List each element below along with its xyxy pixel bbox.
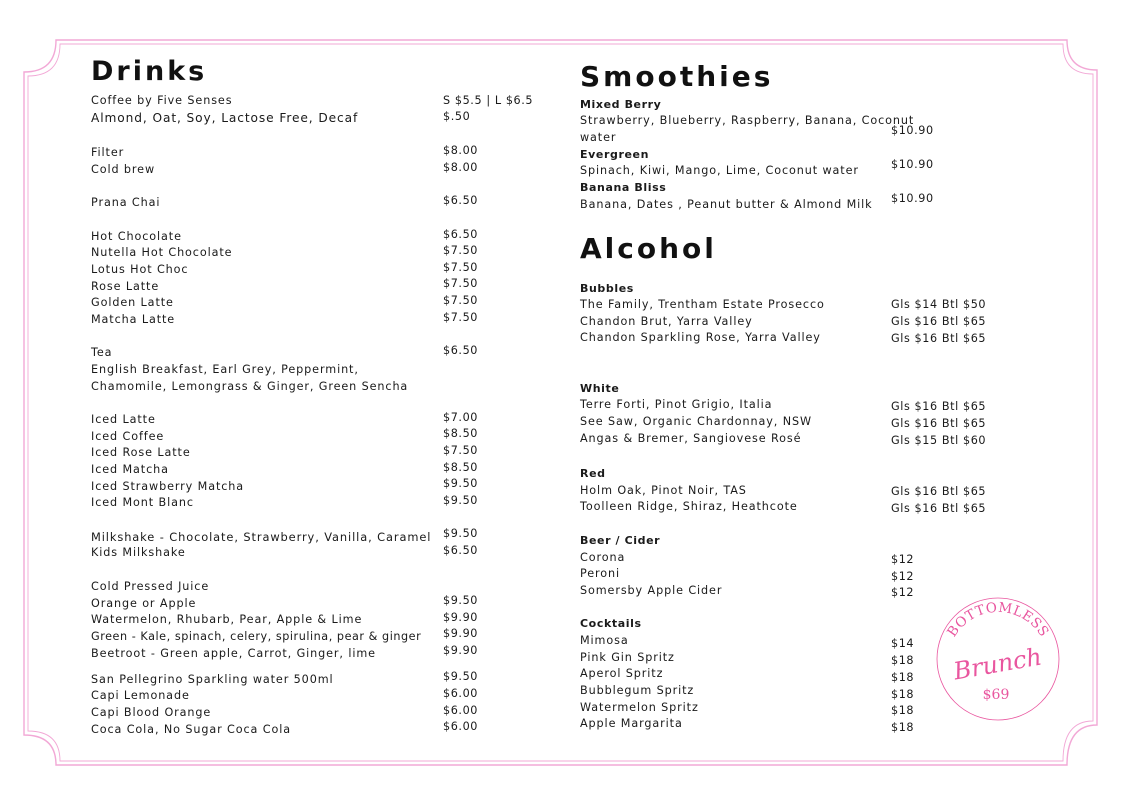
wine-name: Terre Forti, Pinot Grigio, Italia [580, 398, 773, 411]
wine-price: Gls $16 Btl $65 [891, 417, 987, 430]
smoothie-price: $10.90 [891, 192, 934, 205]
drink-name: Hot Chocolate [91, 230, 182, 243]
wine-price: Gls $16 Btl $65 [891, 315, 987, 328]
drink-price: $6.50 [443, 228, 479, 241]
beer-price: $12 [891, 570, 915, 583]
drink-name: Iced Coffee [91, 430, 165, 443]
drink-price: $7.50 [443, 244, 479, 257]
wine-name: Angas & Bremer, Sangiovese Rosé [580, 432, 802, 445]
wine-price: Gls $16 Btl $65 [891, 332, 987, 345]
drink-name: Iced Latte [91, 413, 156, 426]
drink-price: $8.00 [443, 144, 479, 157]
drink-name: Prana Chai [91, 196, 161, 209]
drink-price: $9.50 [443, 477, 479, 490]
drink-name: Kids Milkshake [91, 546, 186, 559]
smoothie-name: Mixed Berry [580, 98, 662, 111]
drink-name: Cold Pressed Juice [91, 580, 210, 593]
smoothie-price: $10.90 [891, 158, 934, 171]
cocktail-price: $18 [891, 654, 915, 667]
smoothie-desc: water [580, 131, 617, 144]
wine-name: The Family, Trentham Estate Prosecco [580, 298, 825, 311]
wine-price: Gls $14 Btl $50 [891, 298, 987, 311]
drink-price: $6.50 [443, 344, 479, 357]
drink-price: S $5.5 | L $6.5 [443, 94, 534, 107]
wine-price: Gls $15 Btl $60 [891, 434, 987, 447]
drink-name: Watermelon, Rhubarb, Pear, Apple & Lime [91, 613, 363, 626]
beer-price: $12 [891, 586, 915, 599]
cocktail-price: $18 [891, 704, 915, 717]
drink-price: $7.50 [443, 444, 479, 457]
cocktail-price: $18 [891, 721, 915, 734]
drink-price: $6.00 [443, 704, 479, 717]
drink-name: Tea [91, 346, 113, 359]
smoothie-name: Banana Bliss [580, 181, 667, 194]
drink-name: Iced Strawberry Matcha [91, 480, 245, 493]
cocktail-name: Apple Margarita [580, 717, 683, 730]
drink-name: Iced Matcha [91, 463, 169, 476]
cocktail-name: Bubblegum Spritz [580, 684, 695, 697]
beer-cider-heading: Beer / Cider [580, 534, 661, 547]
drink-price: $6.50 [443, 194, 479, 207]
bubbles-heading: Bubbles [580, 282, 634, 295]
cocktail-price: $14 [891, 637, 915, 650]
drink-price: $9.50 [443, 527, 479, 540]
cocktail-price: $18 [891, 671, 915, 684]
wine-name: Chandon Brut, Yarra Valley [580, 315, 753, 328]
beer-name: Somersby Apple Cider [580, 584, 723, 597]
drink-name: Nutella Hot Chocolate [91, 246, 233, 259]
wine-price: Gls $16 Btl $65 [891, 400, 987, 413]
drink-price: $6.00 [443, 687, 479, 700]
drink-name: Matcha Latte [91, 313, 176, 326]
drink-name: Coffee by Five Senses [91, 94, 233, 107]
drink-price: $9.90 [443, 627, 479, 640]
stamp-line3: $69 [982, 687, 1010, 703]
drink-price: $8.50 [443, 427, 479, 440]
cocktail-name: Mimosa [580, 634, 629, 647]
drink-name: Capi Lemonade [91, 689, 190, 702]
drink-name: Beetroot - Green apple, Carrot, Ginger, lime [91, 647, 376, 660]
smoothie-name: Evergreen [580, 148, 650, 161]
drink-name: Filter [91, 146, 125, 159]
stamp-line2: Brunch [951, 642, 1044, 686]
cocktail-price: $18 [891, 688, 915, 701]
drink-price: $7.00 [443, 411, 479, 424]
wine-name: Holm Oak, Pinot Noir, TAS [580, 484, 747, 497]
smoothie-desc: Spinach, Kiwi, Mango, Lime, Coconut water [580, 164, 859, 177]
wine-price: Gls $16 Btl $65 [891, 485, 987, 498]
drink-price: $9.50 [443, 670, 479, 683]
beer-name: Peroni [580, 567, 621, 580]
drinks-heading: Drinks [91, 56, 208, 87]
drink-name: Orange or Apple [91, 597, 197, 610]
drink-name: San Pellegrino Sparkling water 500ml [91, 673, 334, 686]
drink-price: $.50 [443, 110, 471, 123]
drink-price: $9.50 [443, 494, 479, 507]
white-heading: White [580, 382, 620, 395]
bottomless-brunch-stamp [935, 596, 1061, 722]
drink-price: $9.90 [443, 611, 479, 624]
drink-price: $7.50 [443, 261, 479, 274]
smoothies-heading: Smoothies [580, 60, 774, 93]
stamp-line1: BOTTOMLESS [944, 599, 1052, 640]
drink-name: Capi Blood Orange [91, 706, 212, 719]
drink-desc: English Breakfast, Earl Grey, Peppermint, [91, 363, 359, 376]
drink-price: $6.00 [443, 720, 479, 733]
drink-name: Cold brew [91, 163, 156, 176]
wine-name: Toolleen Ridge, Shiraz, Heathcote [580, 500, 798, 513]
drink-price: $8.00 [443, 161, 479, 174]
drink-name: Golden Latte [91, 296, 174, 309]
wine-price: Gls $16 Btl $65 [891, 502, 987, 515]
drink-price: $9.50 [443, 594, 479, 607]
drink-name: Iced Mont Blanc [91, 496, 194, 509]
drink-name: Iced Rose Latte [91, 446, 191, 459]
drink-name: Coca Cola, No Sugar Coca Cola [91, 723, 291, 736]
drink-price: $9.90 [443, 644, 479, 657]
drink-price: $7.50 [443, 277, 479, 290]
drink-desc: Chamomile, Lemongrass & Ginger, Green Sencha [91, 380, 409, 393]
drink-price: $7.50 [443, 311, 479, 324]
alcohol-heading: Alcohol [580, 232, 717, 265]
drink-name: Rose Latte [91, 280, 160, 293]
drink-price: $7.50 [443, 294, 479, 307]
cocktails-heading: Cocktails [580, 617, 642, 630]
smoothie-desc: Banana, Dates , Peanut butter & Almond Milk [580, 198, 873, 211]
beer-price: $12 [891, 553, 915, 566]
beer-name: Corona [580, 551, 626, 564]
wine-name: See Saw, Organic Chardonnay, NSW [580, 415, 812, 428]
smoothie-price: $10.90 [891, 124, 934, 137]
drink-name: Green - Kale, spinach, celery, spirulina, pear & ginger [91, 630, 422, 643]
drink-name: Milkshake - Chocolate, Strawberry, Vanilla, Caramel [91, 530, 432, 544]
cocktail-name: Aperol Spritz [580, 667, 664, 680]
drink-price: $8.50 [443, 461, 479, 474]
drink-name: Almond, Oat, Soy, Lactose Free, Decaf [91, 111, 359, 125]
red-heading: Red [580, 467, 606, 480]
smoothie-desc: Strawberry, Blueberry, Raspberry, Banana, Coconut [580, 114, 915, 127]
cocktail-name: Watermelon Spritz [580, 701, 699, 714]
cocktail-name: Pink Gin Spritz [580, 651, 675, 664]
drink-name: Lotus Hot Choc [91, 263, 189, 276]
drink-price: $6.50 [443, 544, 479, 557]
wine-name: Chandon Sparkling Rose, Yarra Valley [580, 331, 821, 344]
